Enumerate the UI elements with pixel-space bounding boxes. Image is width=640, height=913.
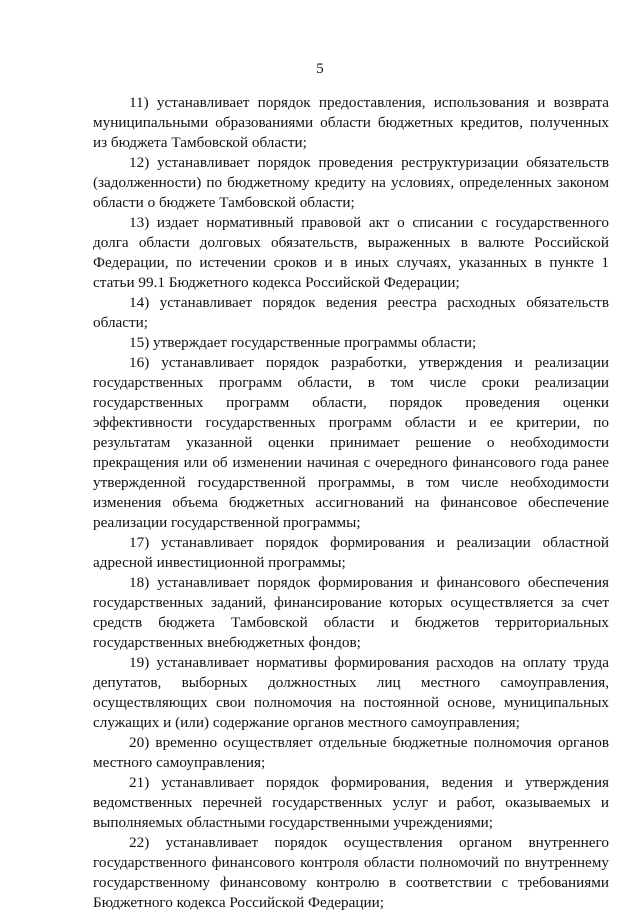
- paragraph-15: 15) утверждает государственные программы области;: [129, 334, 477, 351]
- page-number: 5: [316, 61, 324, 77]
- paragraph-12: 12) устанавливает порядок проведения реструктуризации обязательств (задолженности) по бюджетному кредиту на условиях, определенных законом области о бюджете Тамбовской области;: [93, 154, 609, 211]
- paragraph-22: 22) устанавливает порядок осуществления органом внутреннего государственного финансового контроля области полномочий по внутреннему государственному финансовому контролю в соответствии с требованиями Бюджетного кодекса Российской Федерации;: [93, 834, 609, 911]
- paragraph-20: 20) временно осуществляет отдельные бюджетные полномочия органов местного самоуправления;: [93, 734, 609, 771]
- paragraph-17: 17) устанавливает порядок формирования и реализации областной адресной инвестиционной программы;: [93, 534, 609, 571]
- paragraph-18: 18) устанавливает порядок формирования и финансового обеспечения государственных заданий, финансирование которых осуществляется за счет средств бюджета Тамбовской области и бюджетов территориальных государственных внебюджетных фондов;: [93, 574, 609, 651]
- paragraph-19: 19) устанавливает нормативы формирования расходов на оплату труда депутатов, выборных должностных лиц местного самоуправления, осуществляющих свои полномочия на постоянной основе, муниципальных служащих и (или) содержание органов местного самоуправления;: [93, 654, 609, 731]
- paragraph-13: 13) издает нормативный правовой акт о списании с государственного долга области долговых обязательств, выраженных в валюте Российской Федерации, по истечении сроков и в иных случаях, указанных в пункте 1 статьи 99.1 Бюджетного кодекса Российской Федерации;: [93, 214, 609, 291]
- document-body: [93, 93, 609, 913]
- paragraph-14: 14) устанавливает порядок ведения реестра расходных обязательств области;: [93, 294, 609, 331]
- paragraph-21: 21) устанавливает порядок формирования, ведения и утверждения ведомственных перечней государственных услуг и работ, оказываемых и выполняемых областными государственными учреждениями;: [93, 774, 609, 831]
- paragraph-16: 16) устанавливает порядок разработки, утверждения и реализации государственных программ области, в том числе сроки реализации государственных программ области, порядок проведения оценки эффективности государственных программ области и ее критерии, по результатам указанной оценки принимает решение о необходимости прекращения или об изменении начиная с очередного финансового года ранее утвержденной государственной программы, в том числе необходимости изменения объема бюджетных ассигнований на финансовое обеспечение реализации государственной программы;: [93, 354, 609, 531]
- paragraph-11: 11) устанавливает порядок предоставления, использования и возврата муниципальными образованиями области бюджетных кредитов, полученных из бюджета Тамбовской области;: [93, 94, 609, 151]
